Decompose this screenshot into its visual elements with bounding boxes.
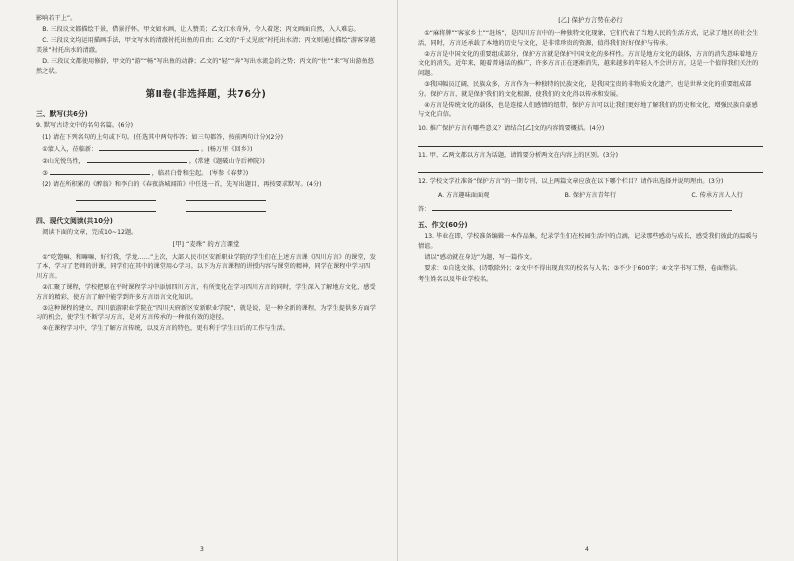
answer-blank[interactable]	[87, 156, 187, 163]
essay-prompt: 请以“感动就在身边”为题，写一篇作文。	[424, 254, 536, 262]
question-9-1: (1) 请在下列名句的上句或下句。(任选其中两句作答；如三句都答，按前两句计分)(2分)	[42, 133, 284, 141]
q9-1-a-source: 。(杨万里《回乡》)	[201, 145, 253, 153]
q9-1-b	[36, 156, 376, 167]
article-title: [甲] “麦珠” 的方言课堂	[172, 239, 240, 248]
article-paragraph: ③我国幅员辽阔，民族众多，方言作为一种独特的民族文化，是我国宝贵的非物质文化遗产，也是世界文化的重要组成部分。保护方言，就是保护我们的文化根源，使我们的文化得以传承和发展。	[418, 80, 752, 98]
article-paragraph: ④方言是传统文化的载体，也是连接人们感情的纽带，保护方言可以让我们更好地了解我们的历史和文化，增强民族自豪感与文化自信。	[418, 101, 758, 119]
q9-1-a	[36, 144, 376, 155]
answer-row	[418, 204, 763, 215]
q9-1-a-label: ①蒙人入，莅临新：	[42, 145, 98, 153]
text-line: 影响若干上”。	[36, 15, 77, 22]
left-page	[36, 14, 376, 544]
article-paragraph: ②方言是中国文化的重要组成部分，保护方言就是保护中国文化的多样性。方言是地方文化的载体，方言的消失意味着地方文化的消失。近年来，随着普通话的推广，许多方言正在逐渐消失，越来越多的年轻人不会讲方言，这是一个值得我们关注的问题。	[418, 50, 759, 77]
answer-label: 答：	[418, 206, 431, 214]
q9-1-c-source: (岑参《春梦》)	[209, 169, 249, 177]
q9-1-c	[36, 168, 376, 179]
answer-blank[interactable]	[76, 205, 156, 212]
option-a[interactable]: A. 方言趣味面面观	[438, 191, 490, 199]
question-12: 12. 学校文学社准备“保护方言”的一期专刊，以上两篇文章应放在以下哪个栏目？请作出选择并说明理由。(3分)	[418, 178, 724, 186]
article-b-title: [乙] 保护方言势在必行	[558, 16, 623, 24]
essay-requirements-cont: 考生姓名以及毕业学校名。	[418, 276, 493, 284]
question-10: 10. 推广保护方言有哪些意义？请结合[乙]文的内容简要概括。(4分)	[418, 124, 605, 132]
article-paragraph: ③这种课程的建立，四川旅游职业学院在“四川天府新区安新职业学院”，就是说，是一种全新的课程，为学生提供多方面学习的机会，使学生不断学习方言，是对方言传承的一种很有效的途径。	[36, 304, 376, 322]
answer-blank[interactable]	[99, 144, 199, 151]
q9-1-b-source: 。(常建《题破山寺后禅院》)	[188, 157, 265, 165]
option-c[interactable]: C. 传承方言人人行	[691, 191, 743, 199]
answer-blank[interactable]	[76, 194, 156, 201]
option-b[interactable]: B. 保护方言青年行	[564, 191, 617, 199]
answer-blank[interactable]	[432, 204, 732, 211]
section-3-heading: 三、默写(共6分)	[36, 109, 88, 118]
section-4-heading: 四、现代文阅读(共10分)	[36, 216, 113, 225]
question-9-2: (2) 请在所积累的《醉翁》和李白的《春夜洛城闻笛》中任选一首，先写出题目，再按要求默写。(4分)	[42, 180, 322, 188]
answer-blank[interactable]	[50, 168, 150, 175]
essay-requirements: 要求：①自选文体，(诗歌除外)；②文中不得出现真实的校名与人名；③不少于600字；④文字书写工整，卷面整洁。	[424, 265, 742, 273]
option-d: D. 三段议文都使用修辞，甲文的“游”“畅”写出鱼的动静；乙文的“轻”“奔”写出水流急的之势；丙文的“住”“来”写出游鱼悠然之状。	[36, 57, 374, 75]
options-row	[418, 191, 763, 201]
article-paragraph: ①“吃饱嘛、和嘛嘛，好行我，学龙……”上次，大部人民市区安新职业学院的学生们在上述方言课《四川方言》的课堂，发了本，学习了老师的讲课，同学们在其中的课堂用心学习。以下为方言课程的讲授内容与课堂的精神，同学在课程中学习四川方言。	[36, 253, 376, 280]
q9-1-c-mid: ，临君白骨和尘起。	[151, 169, 208, 177]
page-divider	[397, 0, 398, 561]
answer-line[interactable]	[418, 164, 763, 173]
section-5-heading: 五、作文(60分)	[418, 220, 468, 229]
page-number-right: 4	[585, 546, 589, 553]
right-page	[418, 14, 763, 544]
answer-lines	[76, 205, 376, 212]
article-paragraph: ④在课程学习中，学生了解方言传统，以及方言的特色，更有利于学生日后的工作与生活。	[42, 325, 290, 333]
page-number-left: 3	[200, 546, 204, 553]
answer-blank[interactable]	[186, 205, 266, 212]
question-9: 9. 默写古诗文中的名句名篇。(6分)	[36, 122, 134, 130]
article-paragraph: ②汇聚了课程，学校把原在平时课程学习中添加四川方言，有所变化在学习四川方言的同时，学生深入了解地方文化，感受方言的精彩，使方言了解中能学到许多方言语言文化知识。	[36, 283, 376, 301]
section-title: 第Ⅱ卷(非选择题，共76分)	[145, 89, 267, 101]
q9-1-c-label: ③	[42, 169, 48, 177]
q9-1-b-label: ②山光悦鸟性，	[42, 157, 85, 165]
answer-lines	[76, 194, 376, 201]
question-13: 13. 毕业在即，学校准备编辑一本作品集，纪录学生们在校园生活中的点滴，记录那些感动与成长，感受我们彼此的温暖与情谊。	[418, 233, 758, 251]
answer-line[interactable]	[418, 138, 763, 147]
question-11: 11. 甲、乙两文都以方言为话题，请简要分析两文在内容上的区别。(3分)	[418, 151, 619, 159]
option-b: B. 三段议文都描绘干景，借景抒怀。甲文如水画，让人赞美；乙文江水奇异，令人着迷；丙文画面自然，入人难忘。	[42, 26, 360, 34]
answer-blank[interactable]	[186, 194, 266, 201]
article-paragraph: ①“麻将牌”“客家乡土”“赶场”，是四川方言中的一种独特文化现象，它们代表了当地人民的生活方式，记录了地区的社会生活，同时，方言还承载了本地的历史与文化，是非常珍贵的资源，值得我们好好保护与传承。	[418, 29, 759, 47]
option-c: C. 三段议文均运用描画手法，甲文写水的清澈衬托出鱼的自由；乙文的“千丈见底”衬托出水清；丙文则通过描绘“游客穿越美景”衬托出水的清澈。	[36, 37, 376, 54]
section-4-intro: 阅读下面的文章，完成10~12题。	[42, 229, 138, 237]
